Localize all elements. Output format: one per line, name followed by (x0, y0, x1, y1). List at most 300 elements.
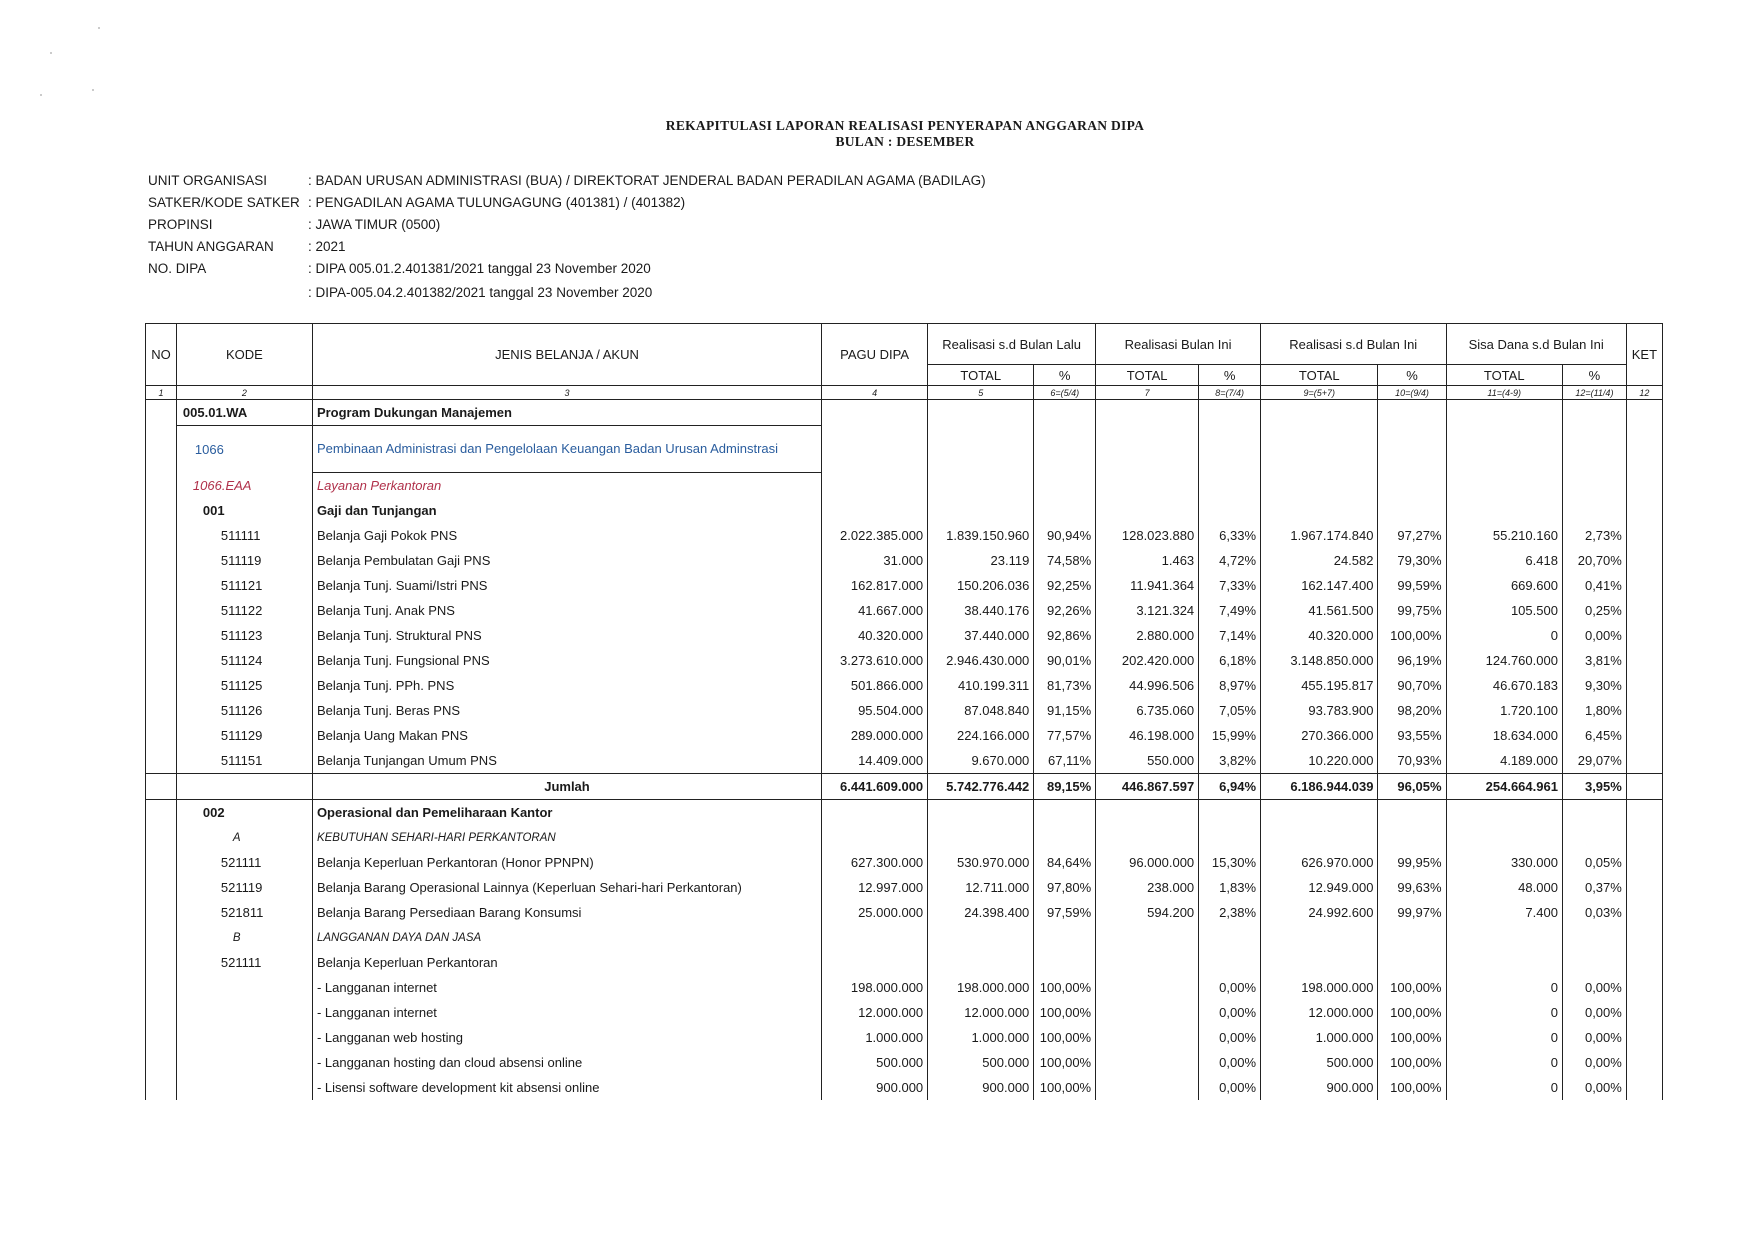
table-row (146, 723, 1663, 748)
cell-amount: 96,05% (1378, 774, 1446, 800)
cell-percent: 6.418 (1446, 548, 1562, 573)
cell-kode: 1066 (176, 426, 312, 473)
cell-amount (1378, 825, 1446, 850)
cell-ket (1626, 426, 1662, 473)
cell-jenis: Belanja Keperluan Perkantoran (Honor PPNPN) (312, 850, 821, 875)
cell-amount: 0,00% (1199, 1025, 1261, 1050)
cell-no (146, 723, 177, 748)
cell-amount: 12.997.000 (822, 875, 928, 900)
header-jenis: JENIS BELANJA / AKUN (312, 324, 821, 386)
cell-percent: 44.996.506 (1096, 673, 1199, 698)
cell-amount: 100,00% (1034, 1025, 1096, 1050)
cell-amount: 6,33% (1199, 523, 1261, 548)
cell-percent: 24.992.600 (1261, 900, 1378, 925)
table-row (146, 623, 1663, 648)
cell-amount: 41.667.000 (822, 598, 928, 623)
cell-percent: 5.742.776.442 (928, 774, 1034, 800)
cell-amount: 4,72% (1199, 548, 1261, 573)
cell-kode (176, 1075, 312, 1100)
header-total: TOTAL (928, 365, 1034, 386)
cell-amount: 0,00% (1199, 1000, 1261, 1025)
cell-amount: 77,57% (1034, 723, 1096, 748)
cell-no (146, 623, 177, 648)
cell-amount: 0,03% (1562, 900, 1626, 925)
header-pct: % (1199, 365, 1261, 386)
cell-kode (176, 1000, 312, 1025)
cell-amount: 81,73% (1034, 673, 1096, 698)
cell-jenis: KEBUTUHAN SEHARI-HARI PERKANTORAN (312, 825, 821, 850)
cell-kode: 511121 (176, 573, 312, 598)
cell-jenis: Belanja Uang Makan PNS (312, 723, 821, 748)
cell-no (146, 748, 177, 774)
cell-amount (1378, 800, 1446, 826)
cell-amount: 8,97% (1199, 673, 1261, 698)
cell-percent: 40.320.000 (1261, 623, 1378, 648)
cell-amount: 900.000 (822, 1075, 928, 1100)
cell-amount (822, 800, 928, 826)
table-row (146, 925, 1663, 950)
cell-no (146, 1025, 177, 1050)
cell-amount: 2,73% (1562, 523, 1626, 548)
cell-percent (1261, 400, 1378, 426)
cell-percent (928, 950, 1034, 975)
table-row (146, 426, 1663, 473)
colnum: 12=(11/4) (1562, 386, 1626, 400)
cell-amount: 40.320.000 (822, 623, 928, 648)
cell-jenis: - Langganan internet (312, 975, 821, 1000)
cell-amount: 70,93% (1378, 748, 1446, 774)
colnum: 3 (312, 386, 821, 400)
colnum: 7 (1096, 386, 1199, 400)
cell-ket (1626, 825, 1662, 850)
cell-jenis: Jumlah (312, 774, 821, 800)
header-pct: % (1034, 365, 1096, 386)
cell-amount: 100,00% (1378, 1050, 1446, 1075)
cell-percent (1096, 426, 1199, 473)
cell-amount: 1,83% (1199, 875, 1261, 900)
table-row (146, 548, 1663, 573)
cell-ket (1626, 623, 1662, 648)
meta-row (148, 170, 986, 192)
cell-amount: 92,26% (1034, 598, 1096, 623)
cell-percent (1446, 800, 1562, 826)
cell-ket (1626, 900, 1662, 925)
cell-kode: 511129 (176, 723, 312, 748)
cell-jenis: Belanja Tunj. Anak PNS (312, 598, 821, 623)
cell-amount: 0,00% (1562, 1075, 1626, 1100)
cell-kode: 521111 (176, 850, 312, 875)
cell-ket (1626, 400, 1662, 426)
table-row (146, 523, 1663, 548)
cell-amount: 7,33% (1199, 573, 1261, 598)
cell-kode: A (176, 825, 312, 850)
cell-amount: 91,15% (1034, 698, 1096, 723)
cell-amount: 100,00% (1034, 975, 1096, 1000)
cell-percent (1261, 800, 1378, 826)
cell-amount: 501.866.000 (822, 673, 928, 698)
cell-percent: 38.440.176 (928, 598, 1034, 623)
table-row (146, 473, 1663, 499)
cell-amount (1199, 825, 1261, 850)
cell-ket (1626, 498, 1662, 523)
cell-amount: 20,70% (1562, 548, 1626, 573)
table-row (146, 598, 1663, 623)
cell-percent (1096, 473, 1199, 499)
meta-value: : DIPA-005.04.2.401382/2021 tanggal 23 November 2020 (308, 285, 653, 300)
cell-amount (822, 400, 928, 426)
cell-percent: 626.970.000 (1261, 850, 1378, 875)
cell-jenis: Gaji dan Tunjangan (312, 498, 821, 523)
cell-ket (1626, 473, 1662, 499)
cell-amount: 9,30% (1562, 673, 1626, 698)
cell-percent: 128.023.880 (1096, 523, 1199, 548)
meta-value: : DIPA 005.01.2.401381/2021 tanggal 23 November 2020 (308, 261, 651, 276)
cell-amount (1562, 400, 1626, 426)
cell-amount (1199, 400, 1261, 426)
cell-amount: 1.000.000 (822, 1025, 928, 1050)
cell-percent (928, 800, 1034, 826)
cell-amount: 198.000.000 (822, 975, 928, 1000)
cell-percent: 224.166.000 (928, 723, 1034, 748)
cell-amount: 99,95% (1378, 850, 1446, 875)
cell-percent: 6.735.060 (1096, 698, 1199, 723)
header-ket: KET (1626, 324, 1662, 386)
cell-no (146, 1075, 177, 1100)
cell-amount: 100,00% (1034, 1050, 1096, 1075)
cell-percent: 4.189.000 (1446, 748, 1562, 774)
cell-amount: 97,80% (1034, 875, 1096, 900)
cell-no (146, 850, 177, 875)
cell-no (146, 598, 177, 623)
cell-percent: 455.195.817 (1261, 673, 1378, 698)
cell-amount: 31.000 (822, 548, 928, 573)
cell-kode: B (176, 925, 312, 950)
header-total: TOTAL (1096, 365, 1199, 386)
table-row (146, 850, 1663, 875)
header-sisa: Sisa Dana s.d Bulan Ini (1446, 324, 1626, 365)
cell-percent: 0 (1446, 623, 1562, 648)
cell-ket (1626, 875, 1662, 900)
cell-jenis: LANGGANAN DAYA DAN JASA (312, 925, 821, 950)
cell-percent: 500.000 (1261, 1050, 1378, 1075)
cell-amount: 0,00% (1562, 1000, 1626, 1025)
cell-amount (1562, 825, 1626, 850)
meta-label: TAHUN ANGGARAN (148, 239, 274, 254)
cell-amount (1199, 498, 1261, 523)
cell-no (146, 698, 177, 723)
cell-percent (1446, 825, 1562, 850)
cell-percent: 11.941.364 (1096, 573, 1199, 598)
cell-jenis: Pembinaan Administrasi dan Pengelolaan Keuangan Badan Urusan Adminstrasi (312, 426, 821, 473)
cell-kode (176, 774, 312, 800)
cell-amount: 0,00% (1562, 1050, 1626, 1075)
meta-value: : 2021 (308, 239, 346, 254)
cell-amount (822, 473, 928, 499)
cell-amount: 100,00% (1378, 1075, 1446, 1100)
cell-ket (1626, 774, 1662, 800)
cell-jenis: Belanja Tunj. Fungsional PNS (312, 648, 821, 673)
cell-amount: 79,30% (1378, 548, 1446, 573)
cell-amount (1378, 498, 1446, 523)
table-row (146, 748, 1663, 774)
cell-amount: 0,00% (1562, 623, 1626, 648)
cell-percent: 900.000 (928, 1075, 1034, 1100)
cell-percent (1096, 498, 1199, 523)
realisasi-table (145, 323, 1663, 1100)
meta-row (148, 192, 986, 214)
meta-label: PROPINSI (148, 217, 213, 232)
cell-no (146, 925, 177, 950)
colnum: 4 (822, 386, 928, 400)
table-row (146, 875, 1663, 900)
cell-percent (1446, 473, 1562, 499)
cell-ket (1626, 598, 1662, 623)
cell-amount: 2,38% (1199, 900, 1261, 925)
cell-kode (176, 975, 312, 1000)
table-row (146, 573, 1663, 598)
cell-percent: 0 (1446, 1050, 1562, 1075)
cell-percent (1096, 1000, 1199, 1025)
cell-jenis: Belanja Tunj. Beras PNS (312, 698, 821, 723)
cell-percent: 162.147.400 (1261, 573, 1378, 598)
cell-jenis: Belanja Tunj. Suami/Istri PNS (312, 573, 821, 598)
cell-percent: 198.000.000 (928, 975, 1034, 1000)
cell-percent: 23.119 (928, 548, 1034, 573)
cell-percent (1096, 400, 1199, 426)
cell-amount (822, 498, 928, 523)
cell-amount: 100,00% (1378, 623, 1446, 648)
cell-no (146, 523, 177, 548)
cell-amount: 0,37% (1562, 875, 1626, 900)
meta-row (148, 214, 986, 236)
header-kode: KODE (176, 324, 312, 386)
cell-no (146, 774, 177, 800)
cell-percent: 48.000 (1446, 875, 1562, 900)
cell-amount: 92,25% (1034, 573, 1096, 598)
cell-ket (1626, 698, 1662, 723)
cell-percent: 254.664.961 (1446, 774, 1562, 800)
cell-percent: 150.206.036 (928, 573, 1034, 598)
cell-percent: 2.946.430.000 (928, 648, 1034, 673)
cell-percent (1261, 950, 1378, 975)
cell-amount (1562, 498, 1626, 523)
cell-amount (1034, 800, 1096, 826)
cell-percent: 12.949.000 (1261, 875, 1378, 900)
cell-amount: 89,15% (1034, 774, 1096, 800)
cell-kode: 511111 (176, 523, 312, 548)
cell-percent: 238.000 (1096, 875, 1199, 900)
cell-percent: 0 (1446, 1025, 1562, 1050)
cell-percent: 669.600 (1446, 573, 1562, 598)
cell-amount: 6.441.609.000 (822, 774, 928, 800)
cell-amount: 162.817.000 (822, 573, 928, 598)
cell-amount (1034, 925, 1096, 950)
cell-jenis: - Langganan internet (312, 1000, 821, 1025)
cell-percent: 500.000 (928, 1050, 1034, 1075)
cell-amount: 7,49% (1199, 598, 1261, 623)
cell-percent: 18.634.000 (1446, 723, 1562, 748)
cell-percent: 1.000.000 (928, 1025, 1034, 1050)
cell-jenis: - Lisensi software development kit absensi online (312, 1075, 821, 1100)
cell-kode: 521111 (176, 950, 312, 975)
cell-percent: 1.000.000 (1261, 1025, 1378, 1050)
cell-percent (1096, 1075, 1199, 1100)
scan-speck (92, 89, 94, 91)
cell-kode: 511124 (176, 648, 312, 673)
cell-no (146, 900, 177, 925)
meta-row (148, 258, 986, 280)
cell-percent: 41.561.500 (1261, 598, 1378, 623)
meta-label: NO. DIPA (148, 261, 207, 276)
cell-percent (928, 400, 1034, 426)
table-row (146, 950, 1663, 975)
cell-no (146, 573, 177, 598)
colnum: 2 (176, 386, 312, 400)
cell-amount: 98,20% (1378, 698, 1446, 723)
cell-percent: 550.000 (1096, 748, 1199, 774)
cell-amount (822, 426, 928, 473)
meta-row (148, 282, 986, 304)
cell-amount (1378, 473, 1446, 499)
cell-percent: 1.967.174.840 (1261, 523, 1378, 548)
cell-amount: 14.409.000 (822, 748, 928, 774)
table-row (146, 648, 1663, 673)
cell-percent (1446, 400, 1562, 426)
cell-amount (1034, 473, 1096, 499)
cell-percent: 93.783.900 (1261, 698, 1378, 723)
cell-percent: 202.420.000 (1096, 648, 1199, 673)
cell-ket (1626, 748, 1662, 774)
colnum: 10=(9/4) (1378, 386, 1446, 400)
cell-amount: 93,55% (1378, 723, 1446, 748)
cell-jenis: Program Dukungan Manajemen (312, 400, 821, 426)
cell-amount (1562, 950, 1626, 975)
cell-percent (1096, 825, 1199, 850)
cell-no (146, 473, 177, 499)
cell-percent (1261, 825, 1378, 850)
cell-percent: 46.670.183 (1446, 673, 1562, 698)
table-row (146, 698, 1663, 723)
cell-no (146, 426, 177, 473)
header-real-ini: Realisasi Bulan Ini (1096, 324, 1261, 365)
cell-amount: 289.000.000 (822, 723, 928, 748)
cell-kode: 511151 (176, 748, 312, 774)
cell-percent: 410.199.311 (928, 673, 1034, 698)
cell-jenis: Belanja Tunjangan Umum PNS (312, 748, 821, 774)
cell-amount: 92,86% (1034, 623, 1096, 648)
header-total: TOTAL (1261, 365, 1378, 386)
cell-percent: 55.210.160 (1446, 523, 1562, 548)
cell-amount (1034, 426, 1096, 473)
cell-ket (1626, 723, 1662, 748)
cell-amount: 7,14% (1199, 623, 1261, 648)
cell-jenis: - Langganan web hosting (312, 1025, 821, 1050)
total-row (146, 774, 1663, 800)
cell-amount: 67,11% (1034, 748, 1096, 774)
cell-jenis: - Langganan hosting dan cloud absensi online (312, 1050, 821, 1075)
cell-amount: 7,05% (1199, 698, 1261, 723)
cell-percent (1096, 950, 1199, 975)
cell-amount (1034, 950, 1096, 975)
cell-percent: 7.400 (1446, 900, 1562, 925)
cell-jenis: Belanja Tunj. Struktural PNS (312, 623, 821, 648)
cell-amount: 99,59% (1378, 573, 1446, 598)
cell-percent: 0 (1446, 1075, 1562, 1100)
cell-amount: 6,18% (1199, 648, 1261, 673)
cell-percent: 1.463 (1096, 548, 1199, 573)
cell-amount: 99,75% (1378, 598, 1446, 623)
meta-value: : JAWA TIMUR (0500) (308, 217, 441, 232)
cell-no (146, 950, 177, 975)
cell-amount: 3,95% (1562, 774, 1626, 800)
table-row (146, 498, 1663, 523)
cell-percent: 446.867.597 (1096, 774, 1199, 800)
cell-amount: 90,94% (1034, 523, 1096, 548)
cell-percent: 594.200 (1096, 900, 1199, 925)
colnum: 1 (146, 386, 177, 400)
cell-percent: 6.186.944.039 (1261, 774, 1378, 800)
cell-percent: 96.000.000 (1096, 850, 1199, 875)
cell-percent (1261, 473, 1378, 499)
cell-jenis: Belanja Keperluan Perkantoran (312, 950, 821, 975)
cell-percent (1261, 426, 1378, 473)
cell-percent (928, 473, 1034, 499)
cell-percent: 10.220.000 (1261, 748, 1378, 774)
table-row (146, 1025, 1663, 1050)
cell-amount: 15,99% (1199, 723, 1261, 748)
cell-kode: 521119 (176, 875, 312, 900)
cell-ket (1626, 850, 1662, 875)
cell-kode: 521811 (176, 900, 312, 925)
cell-amount: 6,45% (1562, 723, 1626, 748)
cell-amount (1562, 800, 1626, 826)
cell-ket (1626, 573, 1662, 598)
cell-percent: 198.000.000 (1261, 975, 1378, 1000)
meta-label: UNIT ORGANISASI (148, 173, 268, 188)
cell-amount: 97,59% (1034, 900, 1096, 925)
cell-amount: 29,07% (1562, 748, 1626, 774)
cell-percent (928, 498, 1034, 523)
cell-no (146, 673, 177, 698)
cell-no (146, 875, 177, 900)
cell-jenis: Layanan Perkantoran (312, 473, 821, 499)
cell-jenis: Operasional dan Pemeliharaan Kantor (312, 800, 821, 826)
cell-amount: 100,00% (1034, 1075, 1096, 1100)
cell-percent: 87.048.840 (928, 698, 1034, 723)
table-row (146, 673, 1663, 698)
cell-percent (1096, 1050, 1199, 1075)
cell-percent: 0 (1446, 1000, 1562, 1025)
cell-percent (1096, 800, 1199, 826)
cell-ket (1626, 548, 1662, 573)
header-real-sd: Realisasi s.d Bulan Ini (1261, 324, 1446, 365)
cell-no (146, 1050, 177, 1075)
table-row (146, 900, 1663, 925)
document-title (0, 118, 1754, 150)
cell-percent (1446, 498, 1562, 523)
cell-no (146, 548, 177, 573)
cell-amount: 0,00% (1562, 1025, 1626, 1050)
cell-percent (928, 426, 1034, 473)
cell-amount: 100,00% (1378, 1025, 1446, 1050)
cell-percent: 12.000.000 (928, 1000, 1034, 1025)
cell-percent: 530.970.000 (928, 850, 1034, 875)
cell-amount: 1,80% (1562, 698, 1626, 723)
cell-kode (176, 1050, 312, 1075)
cell-amount (822, 925, 928, 950)
cell-percent (1096, 925, 1199, 950)
cell-amount: 3.273.610.000 (822, 648, 928, 673)
